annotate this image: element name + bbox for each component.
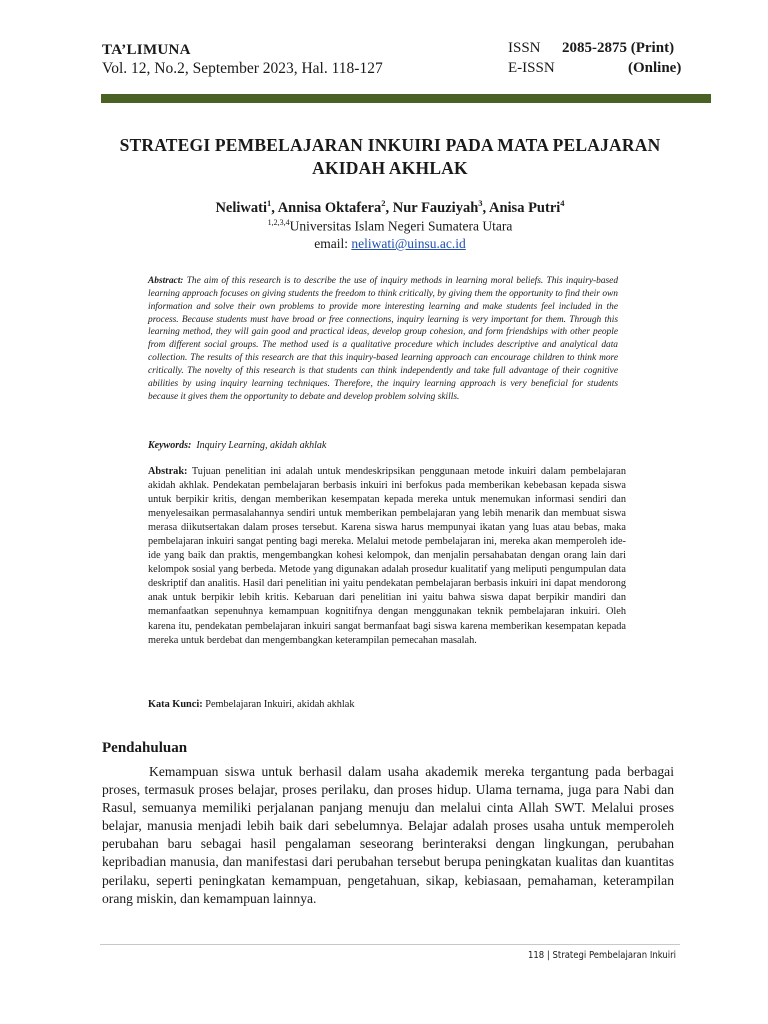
author-name: Anisa Putri [488, 199, 561, 216]
author-sup: 1 [267, 198, 272, 208]
eissn-label: E-ISSN [508, 60, 555, 76]
affiliation-text: Universitas Islam Negeri Sumatera Utara [289, 218, 513, 234]
keywords-indonesian [148, 699, 626, 710]
journal-name: TA’LIMUNA [102, 42, 191, 58]
page-footer: 118 | Strategi Pembelajaran Inkuiri [527, 950, 676, 961]
email-label: email: [314, 236, 352, 251]
keywords-english [148, 440, 618, 451]
section-heading: Pendahuluan [102, 740, 188, 756]
footer-divider [100, 944, 680, 945]
author-name: Nur Fauziyah [392, 199, 479, 216]
kata-kunci-text: Pembelajaran Inkuiri, akidah akhlak [205, 699, 355, 710]
email-link[interactable]: neliwati@uinsu.ac.id [351, 236, 466, 251]
abstrak-text: Tujuan penelitian ini adalah untuk mendeskripsikan penggunaan metode inkuiri dalam pembelajaran akidah akhlak. Pendekatan pembelajaran berbasis inkuiri ini berfokus pada memberikan kebebasan kepada siswa untuk berpikir kritis, dengan memberikan kesempatan kepada mereka untuk menemukan informasi sendiri dan menyelesaikan permasalahannya sendiri untuk memberikan pembelajaran yang lebih menarik dan membuat siswa merasa diikutsertakan dalam proses tersebut. Karena siswa harus mempunyai ikatan yang luas atau bebas, maka pembelajaran inkuiri sangat penting bagi mereka. Melalui metode pembelajaran ini, mereka akan memperoleh ide-ide yang baik dan praktis, mengembangkan kohesi kelompok, dan menjalin persahabatan dengan orang lain dari kelompok sosial yang berbeda. Metode yang digunakan adalah prosedur kualitatif yang meliputi pengumpulan data deskriptif dan analitis. Hasil dari penelitian ini yaitu pendekatan pembelajaran berbasis inkuiri ini dapat mendorong anak untuk berpikir lebih kritis. Kebaruan dari penelitian ini yaitu bahwa siswa dapat berpikir mandiri dan memanfaatkan sepenuhnya kemampuan kognitifnya dengan menggunakan teknik pembelajaran inkuiri. Oleh karena itu, pendekatan pembelajaran inkuiri sangat bermanfaat bagi siswa karena memberikan kesempatan kepada mereka untuk berdebat dan mengembangkan keterampilan pemecahan masalah. [148, 466, 627, 646]
abstract-text: The aim of this research is to describe the use of inquiry methods in learning moral beliefs. This inquiry-based learning approach focuses on giving students the freedom to think critically, by giving them the opportunity to find their own information and solve their own problems to provide more interesting learning and make students feel included in the process. Because students must have broad or free connections, inquiry learning is very important for them. Through this learning method, they will gain good and practical ideas, develop group cohesion, and form friendships with other people from different social groups. The method used is a qualitative procedure which includes descriptive and analytical data collection. The results of this research are that this inquiry-based learning approach can encourage children to think more critically. The novelty of this research is that students can think independently and take full advantage of their cognitive abilities by using inquiry learning techniques. Therefore, the inquiry learning approach is very beneficial for students because it gives them the opportunity to debate and develop problem solving skills. [148, 276, 619, 402]
author-name: Neliwati [215, 199, 267, 216]
issn-label: ISSN [508, 40, 541, 56]
abstract-label: Abstract: [148, 276, 184, 286]
author-list: Neliwati$^1$, Annisa Oktafera$^2$, Nur Fauziyah$^3$, Anisa Putri$^4$ [215, 198, 565, 216]
affiliation-sup: 1,2,3,4 [267, 218, 290, 227]
email-line [100, 236, 680, 252]
abstrak-label: Abstrak: [148, 466, 188, 477]
journal-header [102, 42, 383, 78]
author-sup: 3 [478, 198, 483, 208]
title-line-1: STRATEGI PEMBELAJARAN INKUIRI PADA MATA PELAJARAN [119, 135, 661, 155]
keywords-label: Keywords: [148, 440, 192, 451]
author-sup: 4 [560, 198, 565, 208]
affiliation [100, 218, 680, 235]
abstract-indonesian [148, 465, 626, 648]
title-line-2: AKIDAH AKHLAK [312, 158, 468, 178]
issn-value: 2085-2875 (Print) [562, 40, 675, 56]
kata-kunci-label: Kata Kunci: [148, 699, 203, 710]
eissn-value: (Online) [628, 60, 682, 76]
abstract-english [148, 275, 618, 403]
journal-volume: Vol. 12, No.2, September 2023, Hal. 118-127 [102, 60, 383, 77]
keywords-text: Inquiry Learning, akidah akhlak [196, 440, 327, 451]
author-sup: 2 [381, 198, 386, 208]
author-name: Annisa Oktafera [277, 199, 382, 216]
paper-title [100, 134, 680, 180]
header-divider [101, 94, 711, 103]
intro-paragraph: Kemampuan siswa untuk berhasil dalam usaha akademik mereka tergantung pada berbagai proses, termasuk proses belajar, proses perilaku, dan proses hidup. Ulama ternama, juga para Nabi dan Rasul, semuanya memiliki perjalanan panjang menuju dan melalui cinta Allah SWT. Melalui proses belajar, manusia menjadi lebih baik dari sebelumnya. Belajar adalah proses usaha untuk memperoleh perubahan baru sebagai hasil pengalaman seseorang berinteraksi dengan lingkungan, perubahan kepribadian manusia, dan manifestasi dari perubahan tersebut berupa peningkatan kualitas dan kuantitas perilaku, seperti peningkatan kemampuan, pengetahuan, sikap, kebiasaan, pemahaman, keterampilan orang miskin, dan kemampuan lainnya. [102, 764, 674, 906]
issn-block [508, 38, 681, 78]
